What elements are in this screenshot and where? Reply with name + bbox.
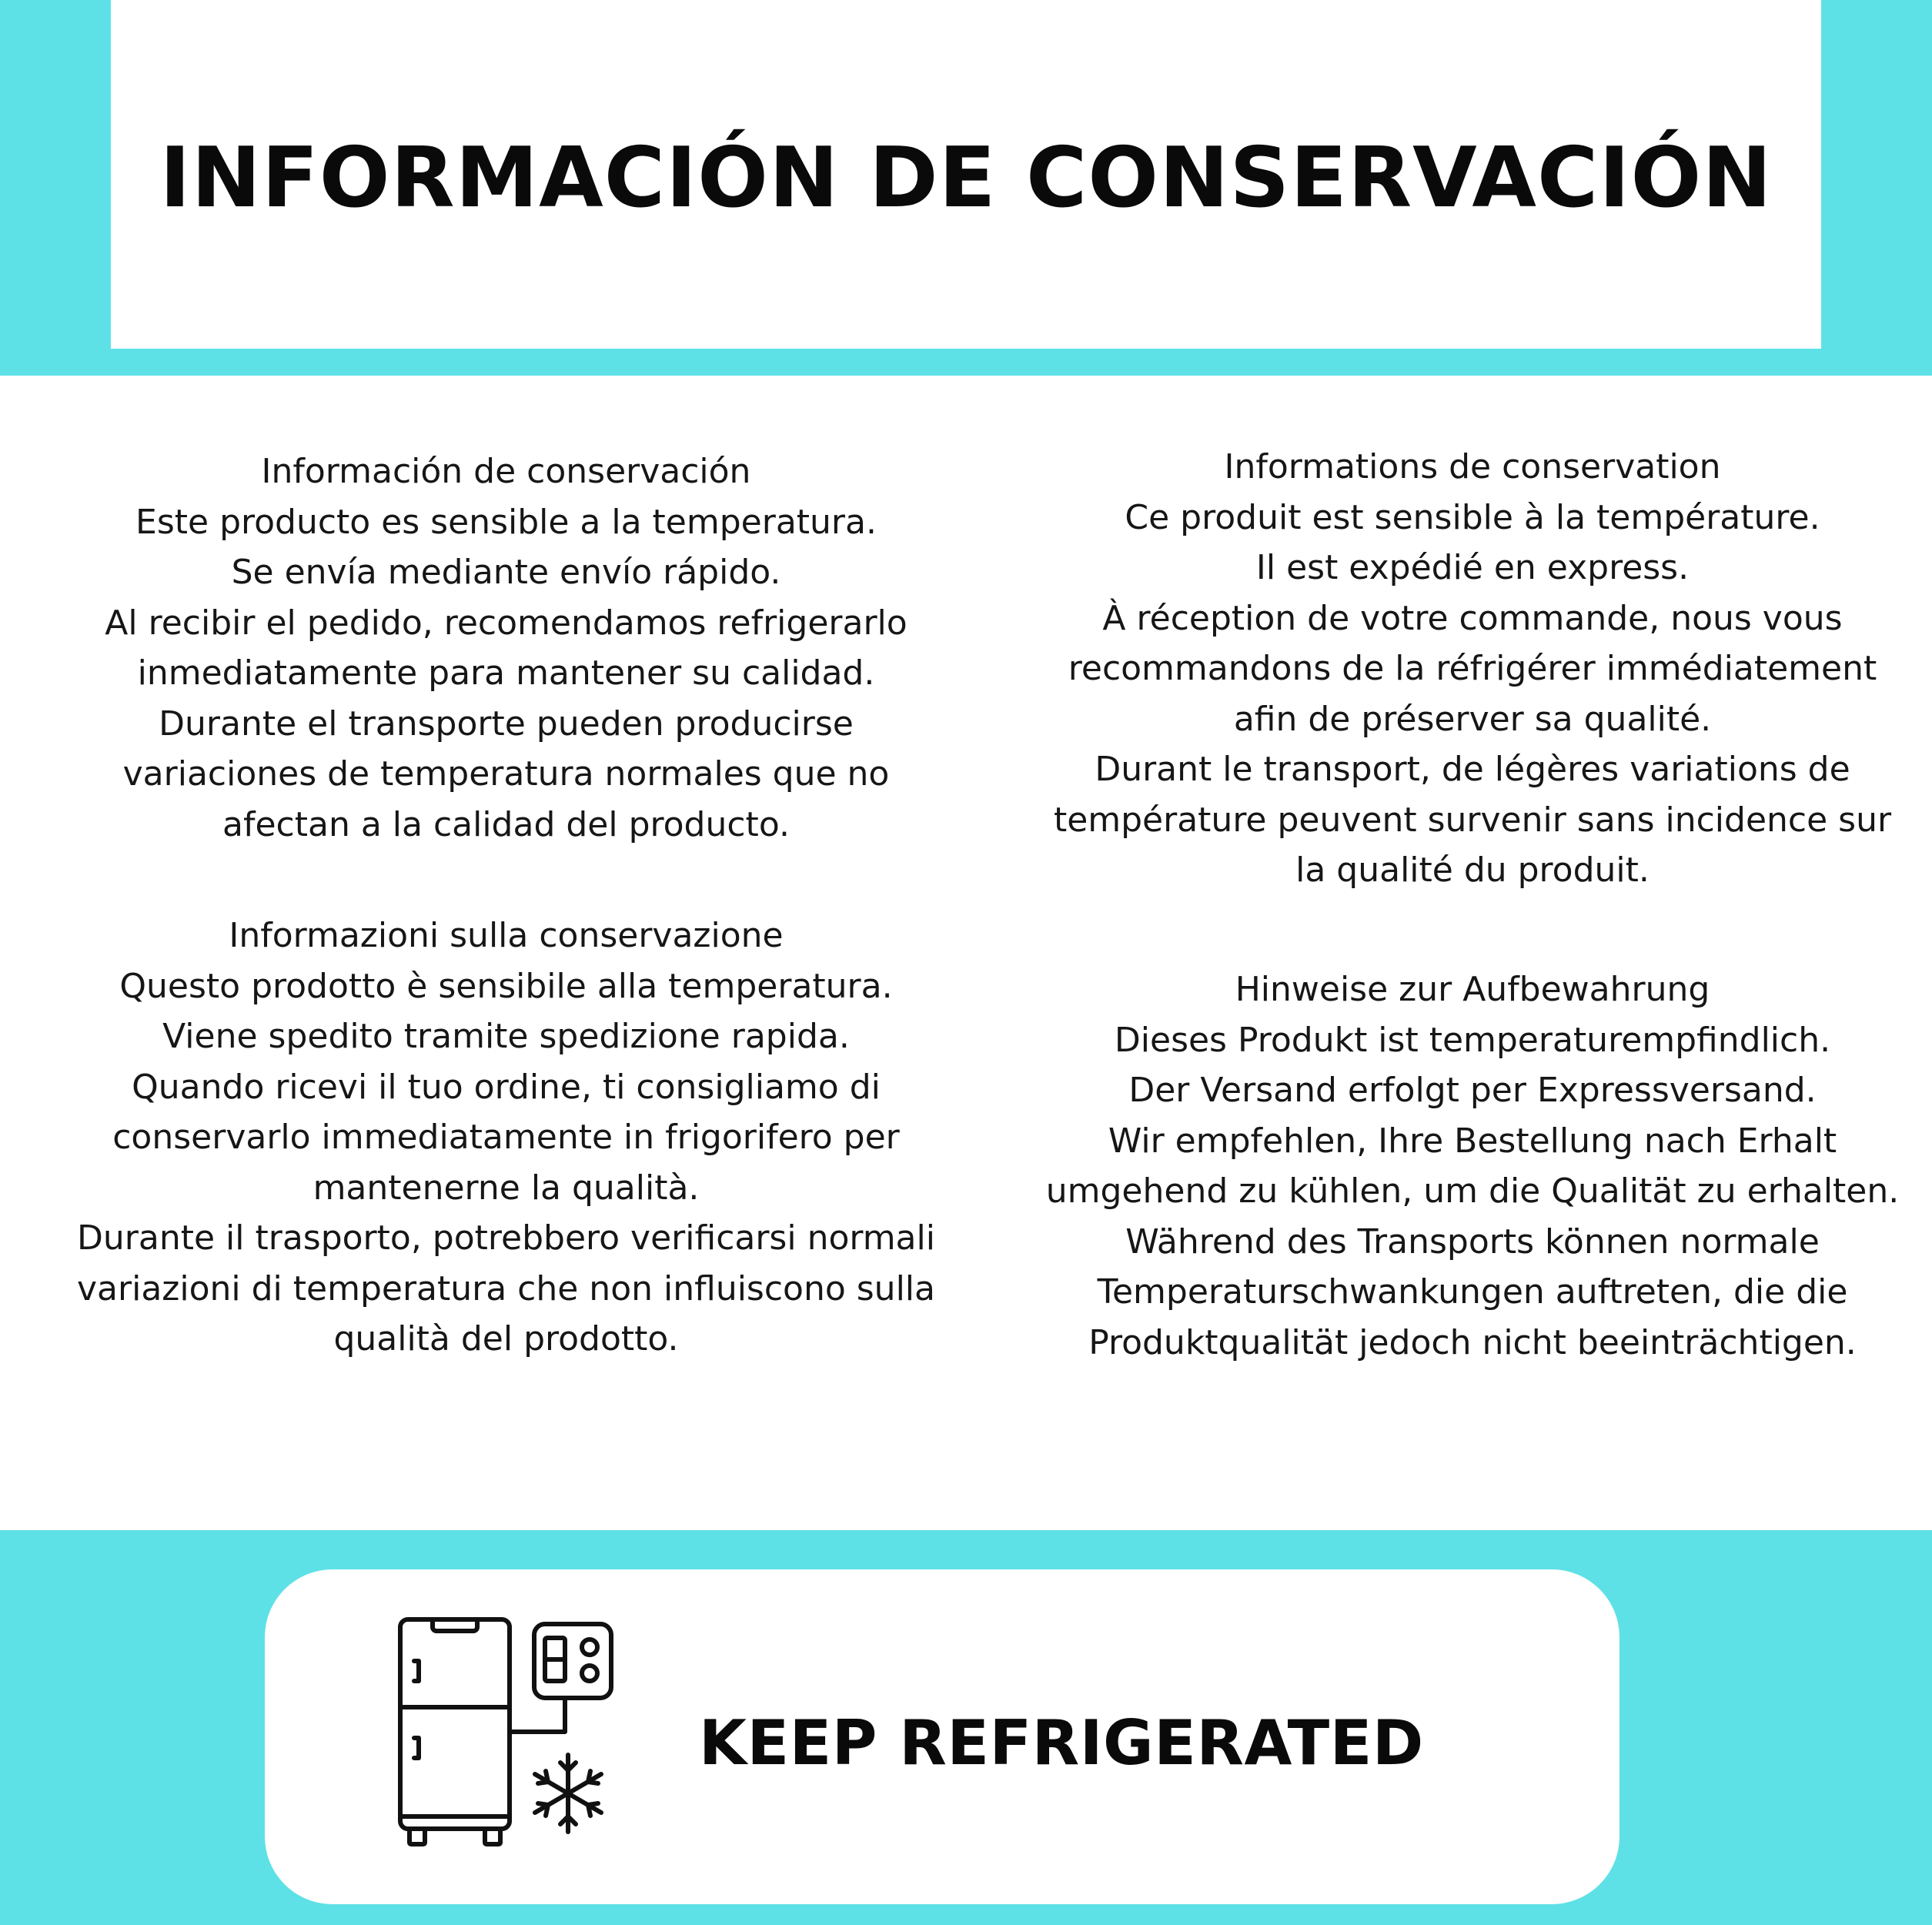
section-line: Dieses Produkt ist temperaturempfindlich. xyxy=(1114,1020,1831,1060)
section-line: qualità del prodotto. xyxy=(333,1319,679,1359)
section-line: recommandons de la réfrigérer immédiatement xyxy=(1068,649,1877,688)
keep-refrigerated-label: KEEP REFRIGERATED xyxy=(699,1707,1424,1779)
section-italian xyxy=(31,911,981,1365)
section-heading: Informazioni sulla conservazione xyxy=(229,916,784,955)
section-french xyxy=(1014,442,1930,896)
section-line: variaciones de temperatura normales que no xyxy=(122,754,890,794)
section-line: Questo prodotto è sensibile alla temperatura. xyxy=(119,966,893,1006)
page-title: INFORMACIÓN DE CONSERVACIÓN xyxy=(159,130,1773,226)
section-german xyxy=(1014,964,1930,1368)
section-spanish xyxy=(31,446,981,850)
section-line: Der Versand erfolgt per Expressversand. xyxy=(1128,1071,1817,1110)
section-line: umgehend zu kühlen, um die Qualität zu erhalten. xyxy=(1045,1171,1900,1211)
section-line: Se envía mediante envío rápido. xyxy=(231,553,781,592)
title-card xyxy=(111,0,1821,349)
section-line: Während des Transports können normale xyxy=(1125,1222,1820,1262)
section-line: Ce produit est sensible à la température. xyxy=(1125,497,1820,537)
section-heading: Hinweise zur Aufbewahrung xyxy=(1235,970,1710,1009)
fridge-snowflake-icon xyxy=(385,1609,631,1863)
section-line: afectan a la calidad del producto. xyxy=(222,804,790,844)
section-line: À réception de votre commande, nous vous xyxy=(1102,598,1843,638)
section-line: Temperaturschwankungen auftreten, die die xyxy=(1097,1272,1848,1312)
section-heading: Informations de conservation xyxy=(1224,447,1721,486)
section-line: Durante el transporte pueden producirse xyxy=(159,703,854,744)
section-line: Wir empfehlen, Ihre Bestellung nach Erhalt xyxy=(1108,1121,1837,1161)
section-line: Al recibir el pedido, recomendamos refrigerarlo xyxy=(105,603,908,643)
section-line: variazioni di temperatura che non influiscono sulla xyxy=(77,1268,935,1308)
section-line: conservarlo immediatamente in frigorifero per xyxy=(112,1118,900,1157)
section-heading: Información de conservación xyxy=(261,452,751,491)
section-line: Durante il trasporto, potrebbero verificarsi normali xyxy=(77,1218,935,1258)
section-line: mantenerne la qualità. xyxy=(313,1168,700,1208)
section-line: Este producto es sensible a la temperatura. xyxy=(135,502,877,542)
section-line: Viene spedito tramite spedizione rapida. xyxy=(162,1017,850,1056)
section-line: Quando ricevi il tuo ordine, ti consigliamo di xyxy=(132,1067,881,1107)
section-line: inmediatamente para mantener su calidad. xyxy=(137,653,875,693)
section-line: Il est expédié en express. xyxy=(1255,548,1690,587)
section-line: la qualité du produit. xyxy=(1295,851,1650,890)
section-line: température peuvent survenir sans incidence sur xyxy=(1053,800,1892,840)
section-line: Produktqualität jedoch nicht beeinträchtigen. xyxy=(1088,1322,1857,1362)
section-line: Durant le transport, de légères variations de xyxy=(1095,750,1850,789)
section-line: afin de préserver sa qualité. xyxy=(1233,699,1712,739)
header-band xyxy=(0,0,1932,376)
